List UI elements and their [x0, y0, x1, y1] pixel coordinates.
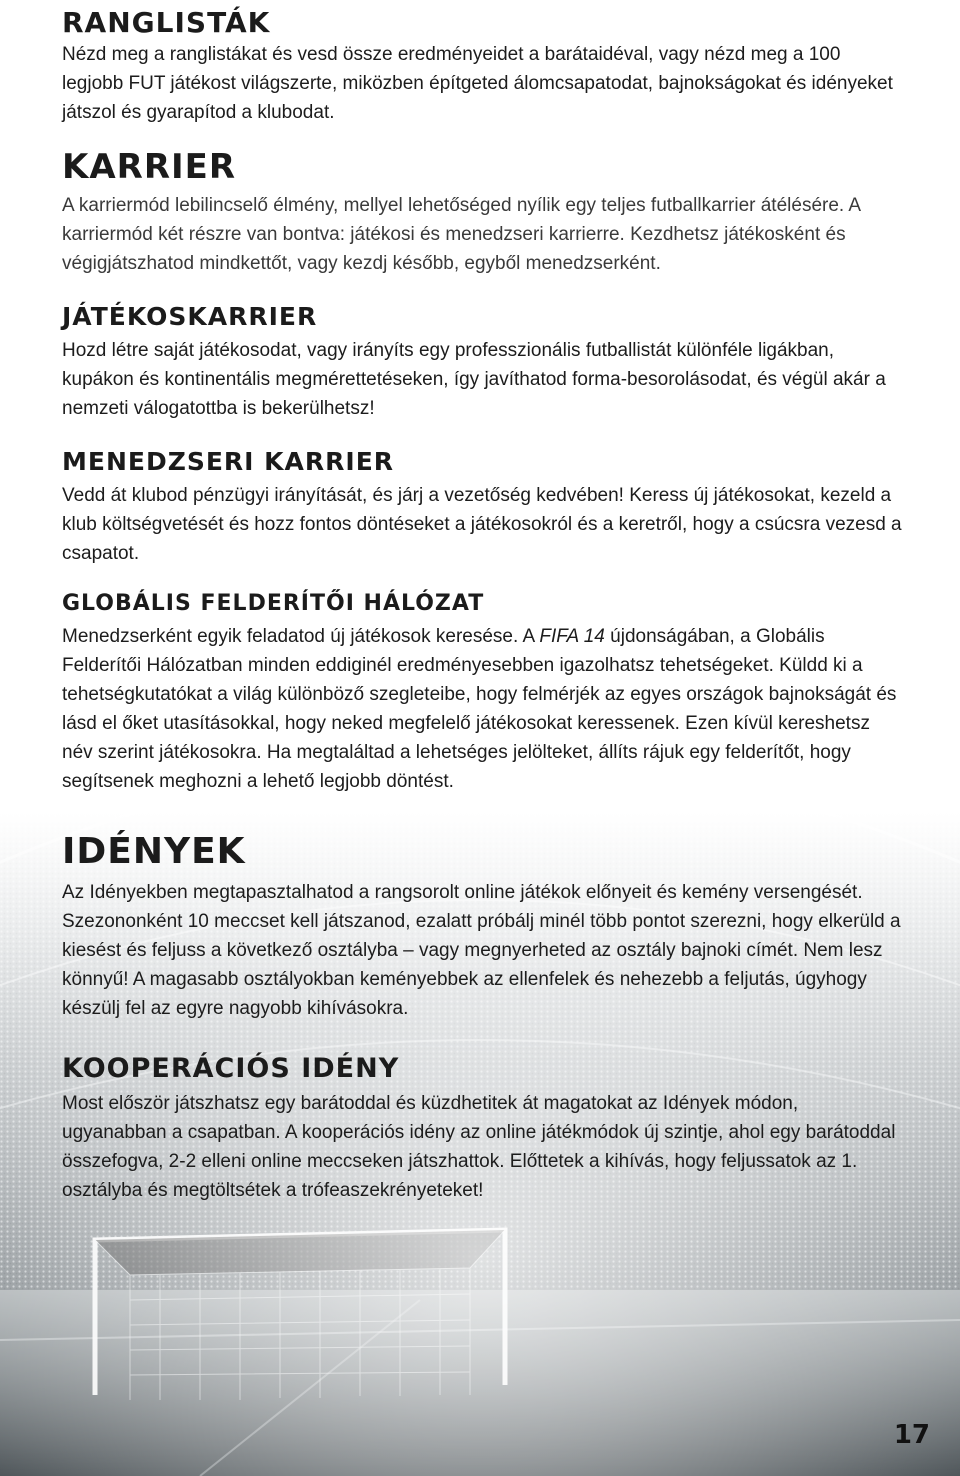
page-content [62, 6, 902, 1205]
section-body-globalis [62, 622, 902, 796]
section-title-globalis: GLOBÁLIS FELDERÍTŐI HÁLÓZAT [62, 591, 485, 616]
section-body-jatekoskarrier: Hozd létre saját játékosodat, vagy irányíts egy professzionális futballistát különféle ligákban, kupákon és kontinentális megmérettetéseken, így javíthatod forma-besorolásodat, és végül akár a nemzeti válogatottba is bekerülhetsz! [62, 340, 886, 419]
section-title-karrier: KARRIER [62, 147, 237, 187]
section-title-idenyek: IDÉNYEK [62, 831, 246, 872]
section-body-menedzseri-karrier: Vedd át klubod pénzügyi irányítását, és járj a vezetőség kedvében! Keress új játékosokat, kezeld a klub költségvetését és hozz fontos döntéseket a játékosokról és a keretről, hogy a csúcsra vezesd a csapatot. [62, 485, 902, 564]
section-title-jatekoskarrier: JÁTÉKOSKARRIER [62, 302, 318, 331]
section-body-ranglistak: Nézd meg a ranglistákat és vesd össze eredményeidet a barátaidéval, vagy nézd meg a 100 legjobb FUT játékost világszerte, miközben építgeted álomcsapatodat, bajnokságokat és idényeket játszol és gyarapítod a klubodat. [62, 44, 893, 123]
section-title-kooperacios-ideny: KOOPERÁCIÓS IDÉNY [62, 1053, 400, 1084]
globalis-text-after: újdonságában, a Globális Felderítői Hálózatban minden eddiginél eredményesebben igazolhatsz tehetségeket. Küldd ki a tehetségkutatókat a világ különböző szegleteibe, hogy felmérjék az egyes országok bajnokságát és lásd el őket utasításokkal, hogy neked megfelelő játékosokat keressenek. Ezen kívül kereshetsz név szerint játékosokra. Ha megtaláltad a lehetséges jelölteket, állíts rájuk egy felderítőt, hogy segítsenek meghozni a lehető legjobb döntést. [62, 626, 897, 792]
section-body-idenyek: Az Idényekben megtapasztalhatod a rangsorolt online játékok előnyeit és kemény versengését. Szezononként 10 meccset kell játszanod, ezalatt próbálj minél több pontot szerezni, hogy elkerüld a kiesést és feljuss a következő osztályba – vagy megnyerheted az osztály bajnoki címét. Nem lesz könnyű! A magasabb osztályokban keményebbek az ellenfelek és nehezebb a feljutás, úgyhogy készülj fel az egyre nagyobb kihívásokra. [62, 882, 901, 1019]
section-body-kooperacios-ideny: Most először játszhatsz egy barátoddal és küzdhetitek át magatokat az Idények módon, ugyanabban a csapatban. A kooperációs idény az online játékmódok új szintje, ahol egy barátoddal összefogva, 2-2 elleni online meccseken játszhattok. Előttetek a kihívás, hogy feljussatok az 1. osztályba és megtöltsétek a trófeaszekrényeteket! [62, 1093, 896, 1201]
section-title-ranglistak: RANGLISTÁK [62, 6, 271, 39]
globalis-game-title: FIFA 14 [539, 626, 605, 647]
section-body-karrier: A karriermód lebilincselő élmény, mellyel lehetőséged nyílik egy teljes futballkarrier átélésére. A karriermód két részre van bontva: játékosi és menedzseri karrierre. Kezdhetsz játékosként és végigjátszhatod mindkettőt, vagy kezdj később, egyből menedzserként. [62, 195, 861, 274]
globalis-text-before: Menedzserként egyik feladatod új játékosok keresése. A [62, 626, 540, 647]
page-number: 17 [893, 1420, 930, 1450]
section-title-menedzseri-karrier: MENEDZSERI KARRIER [62, 447, 395, 476]
